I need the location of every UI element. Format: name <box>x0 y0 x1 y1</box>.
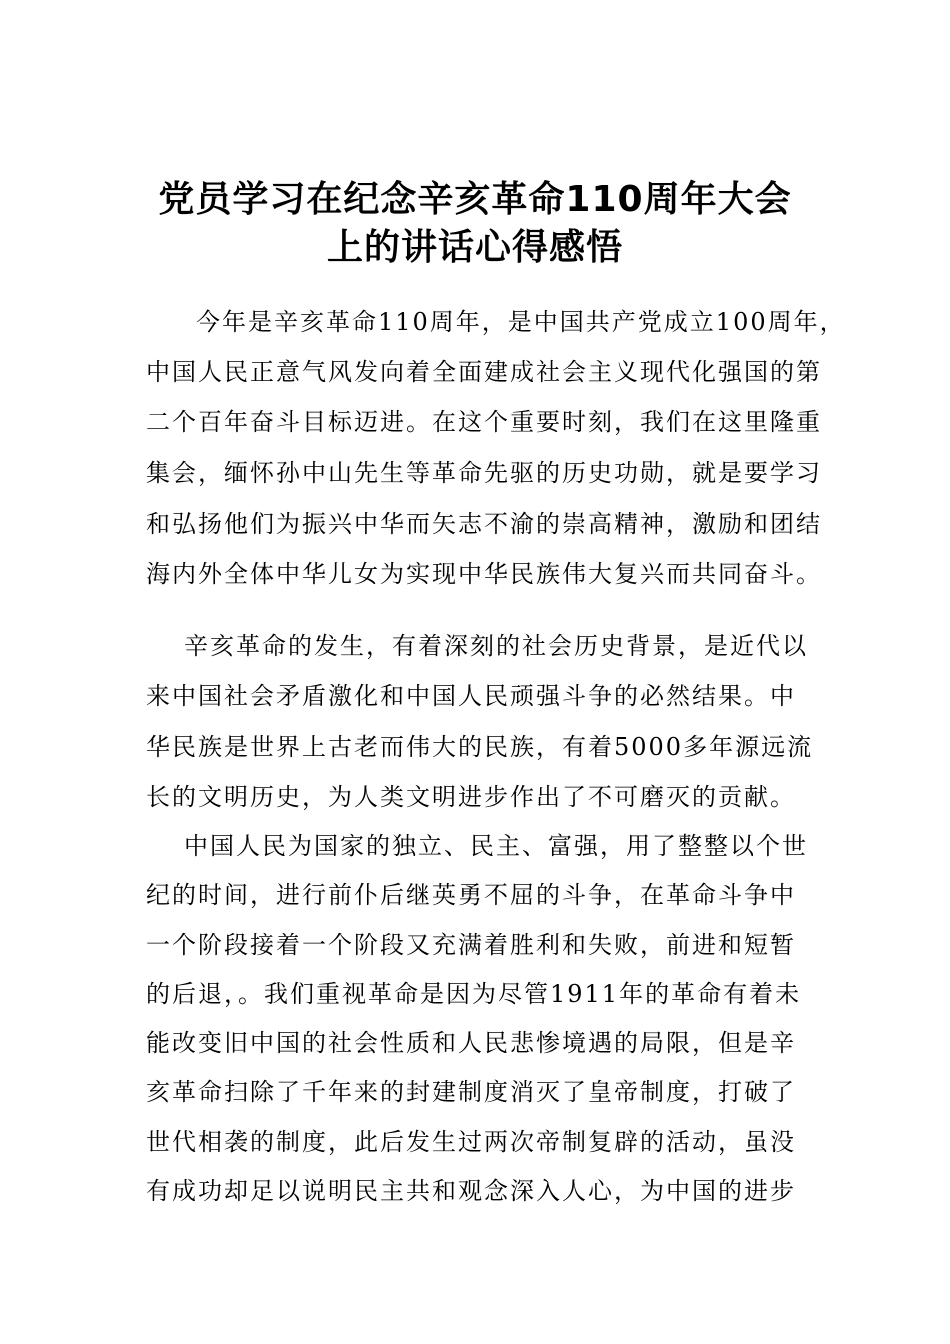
paragraph-line: 长的文明历史，为人类文明进步作出了不可磨灭的贡献。 <box>146 783 796 811</box>
paragraph-line: 集会，缅怀孙中山先生等革命先驱的历史功勋，就是要学习 <box>146 459 822 487</box>
paragraph-line: 有成功却足以说明民主共和观念深入人心，为中国的进步 <box>146 1177 796 1205</box>
paragraph-line: 辛亥革命的发生，有着深刻的社会历史背景，是近代以 <box>184 632 808 660</box>
paragraph-line: 的后退，。我们重视革命是因为尽管1911年的革命有着未 <box>146 980 802 1008</box>
paragraph-line: 来中国社会矛盾激化和中国人民顽强斗争的必然结果。中 <box>146 682 796 710</box>
paragraph-line: 海内外全体中华儿女为实现中华民族伟大复兴而共同奋斗。 <box>146 560 822 588</box>
paragraph-line: 纪的时间，进行前仆后继英勇不屈的斗争，在革命斗争中 <box>146 881 796 909</box>
paragraph-line: 中国人民为国家的独立、民主、富强，用了整整以个世 <box>184 832 808 860</box>
paragraph-line: 今年是辛亥革命110周年，是中国共产党成立100周年， <box>196 308 846 336</box>
document-title-line-1: 党员学习在纪念辛亥革命110周年大会 <box>158 179 792 220</box>
document-title-line-2: 上的讲话心得感悟 <box>326 227 623 268</box>
paragraph-line: 华民族是世界上古老而伟大的民族，有着5000多年源远流 <box>146 733 814 761</box>
paragraph-line: 世代相袭的制度，此后发生过两次帝制复辟的活动，虽没 <box>146 1128 796 1156</box>
paragraph-line: 中国人民正意气风发向着全面建成社会主义现代化强国的第 <box>146 358 822 386</box>
paragraph-line: 能改变旧中国的社会性质和人民悲惨境遇的局限，但是辛 <box>146 1029 796 1057</box>
paragraph-line: 和弘扬他们为振兴中华而矢志不渝的崇高精神，激励和团结 <box>146 510 822 538</box>
paragraph-line: 亥革命扫除了千年来的封建制度消灭了皇帝制度，打破了 <box>146 1078 796 1106</box>
paragraph-line: 一个阶段接着一个阶段又充满着胜利和失败，前进和短暂 <box>146 931 796 959</box>
paragraph-line: 二个百年奋斗目标迈进。在这个重要时刻，我们在这里隆重 <box>146 408 822 436</box>
